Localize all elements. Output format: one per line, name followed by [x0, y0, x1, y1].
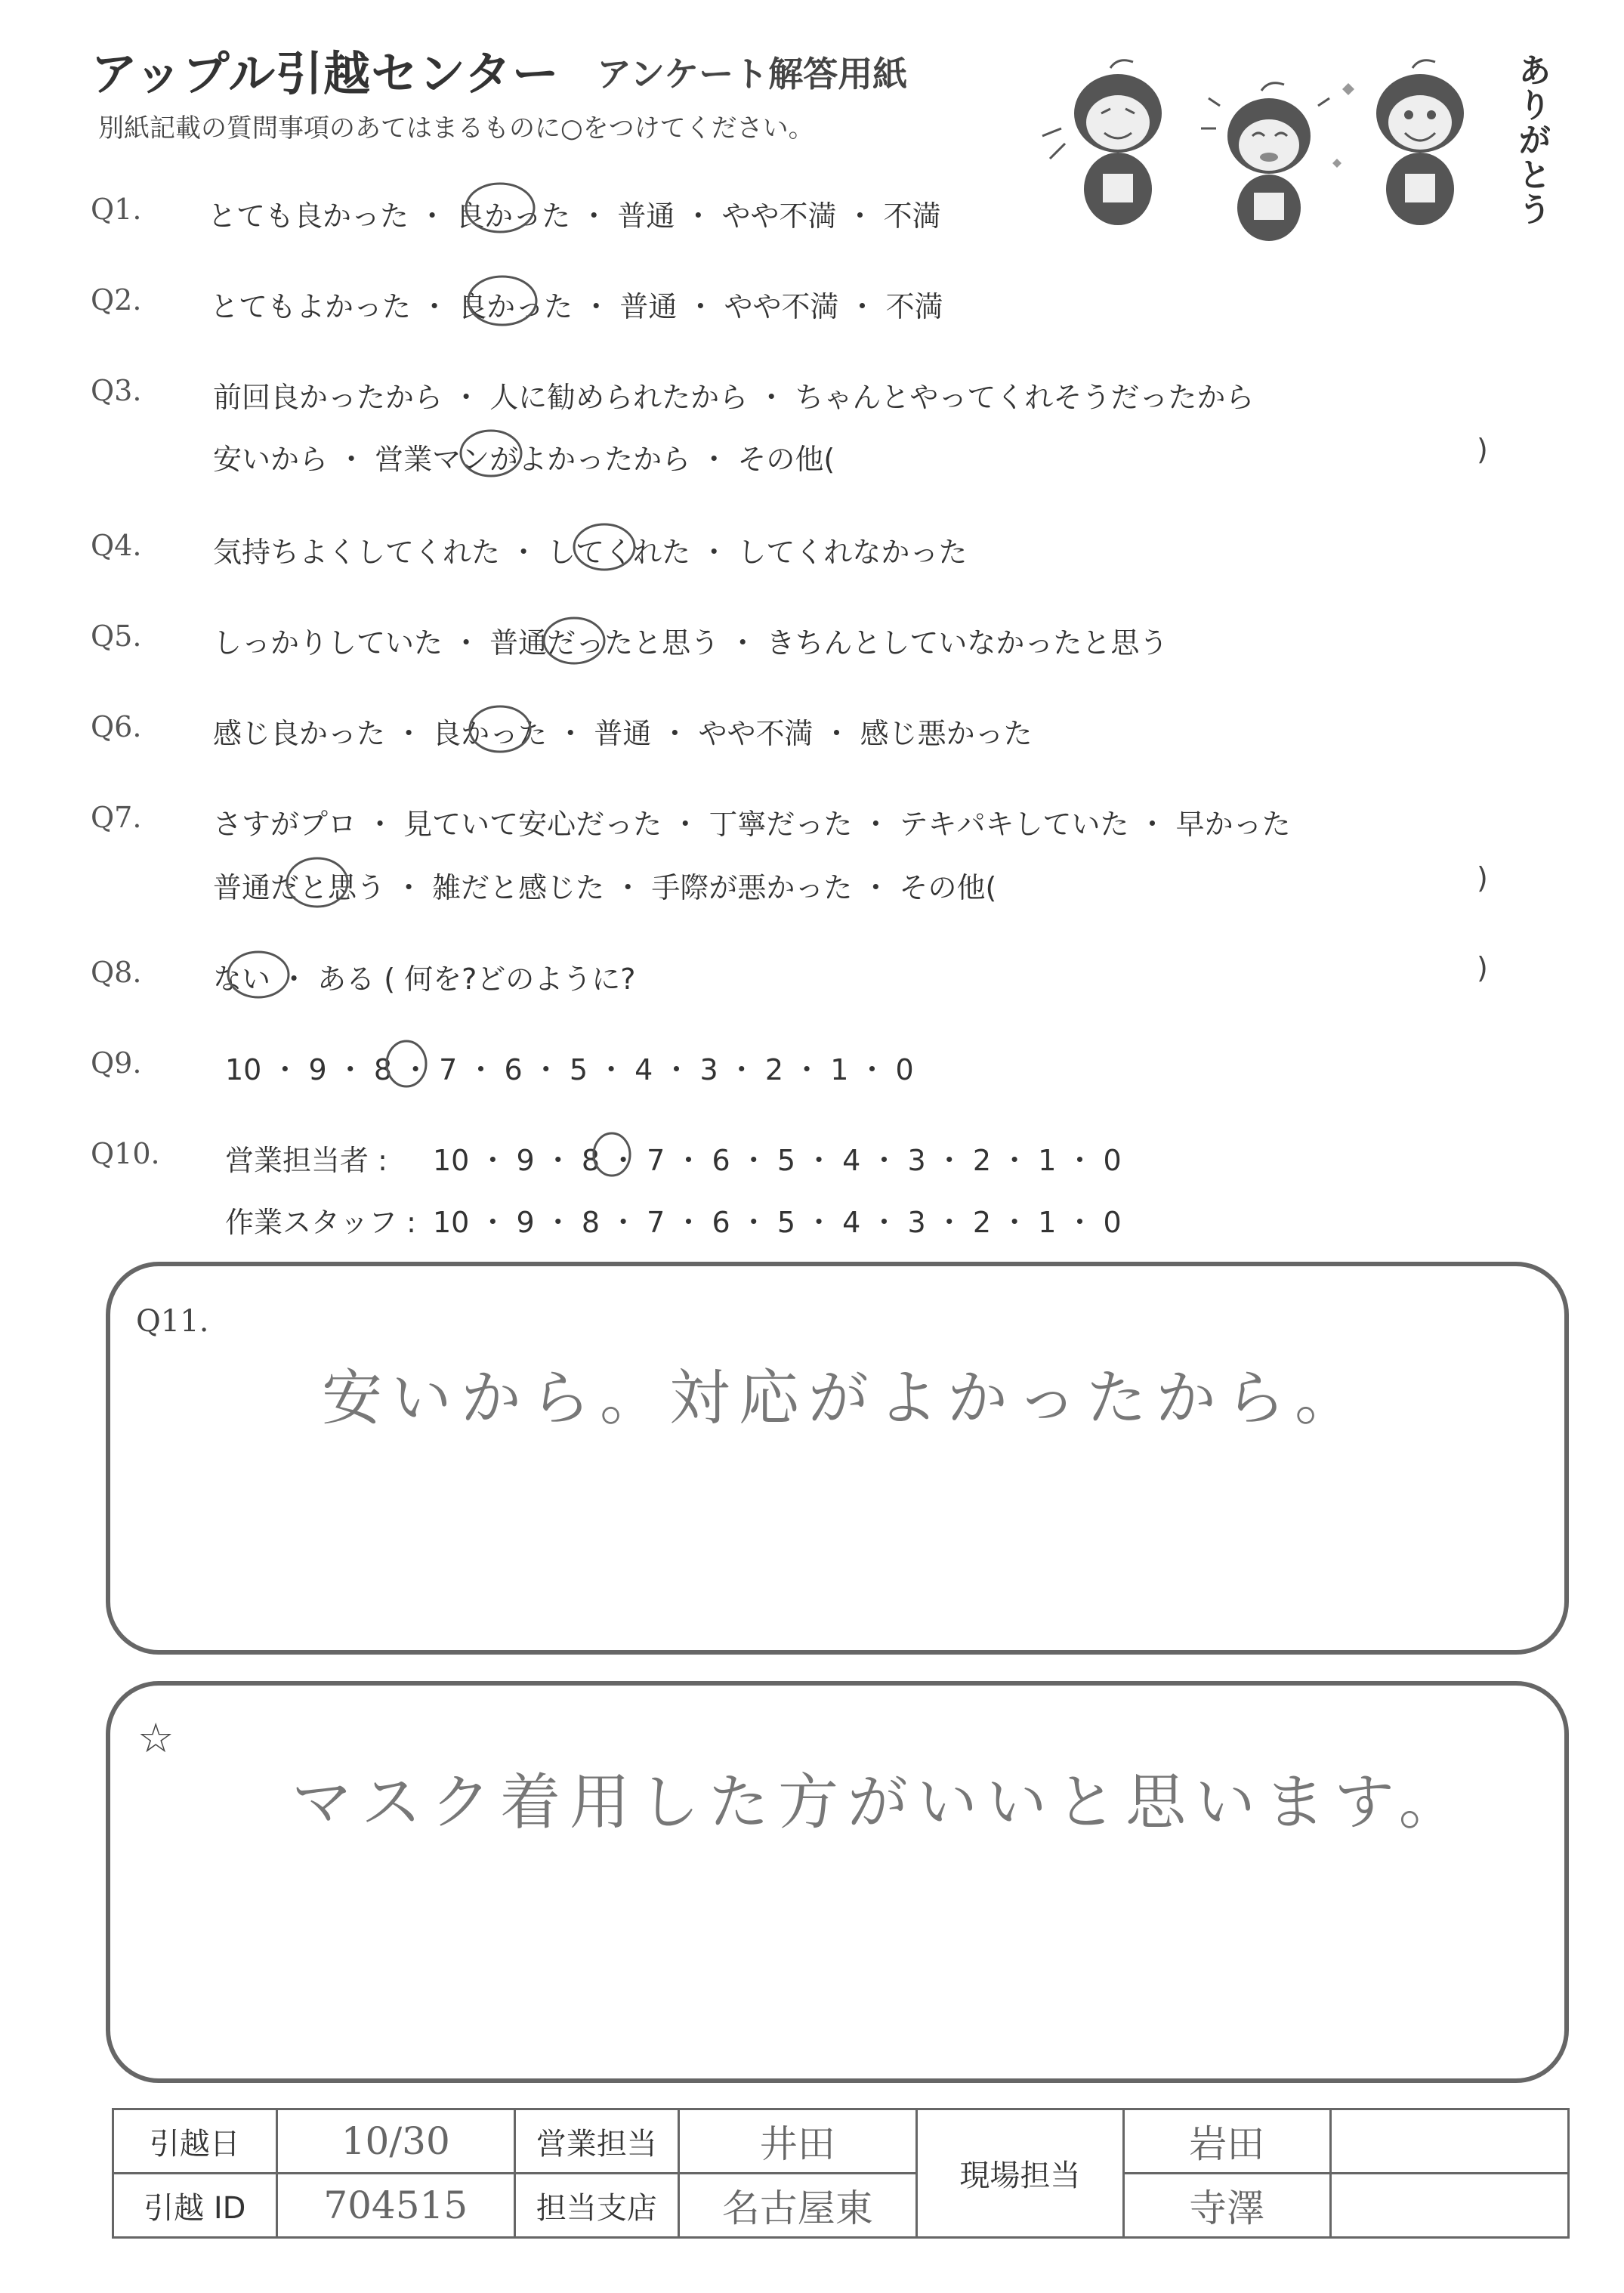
close-paren: ): [1477, 951, 1488, 984]
move-date-value: 10/30: [276, 2109, 514, 2174]
move-info-table: [112, 2108, 1570, 2239]
q11-answer-box[interactable]: [106, 1262, 1569, 1655]
answer-options: とてもよかった ・ 良かった ・ 普通 ・ やや不満 ・ 不満: [210, 290, 943, 323]
answer-options: 前回良かったから ・ 人に勧められたから ・ ちゃんとやってくれそうだったから: [213, 381, 1255, 414]
circle-mark-q2: [468, 277, 536, 325]
answer-options: ない ・ ある ( 何を?どのように?: [213, 963, 636, 996]
answer-options: しっかりしていた ・ 普通だったと思う ・ きちんとしていなかったと思う: [213, 626, 1169, 660]
page-title: アップル引越センター: [91, 46, 560, 101]
question-number: Q7.: [91, 801, 142, 834]
circle-mark-q6: [470, 706, 530, 752]
comment-handwritten-answer: マスク着用した方がいいと思います。: [292, 1767, 1468, 1837]
question-number: Q6.: [91, 710, 142, 743]
circle-mark-q4: [574, 524, 634, 570]
answer-options: とても良かった ・ 良かった ・ 普通 ・ やや不満 ・ 不満: [208, 199, 941, 233]
branch-label: 担当支店: [514, 2174, 678, 2238]
question-number: Q4.: [91, 529, 142, 562]
q11-label: Q11.: [136, 1304, 209, 1339]
page-subtitle: アンケート解答用紙: [597, 54, 908, 94]
thanks-text: ありがとう: [1512, 53, 1551, 227]
question-number: Q8.: [91, 956, 142, 989]
star-icon: ☆: [137, 1714, 174, 1762]
sales-rep-label-cell: 営業担当: [514, 2109, 678, 2174]
branch-value: 名古屋東: [678, 2174, 916, 2238]
close-paren: ): [1477, 861, 1488, 895]
q11-handwritten-answer: 安いから。対応がよかったから。: [322, 1363, 1364, 1433]
empty-cell: [1330, 2174, 1568, 2238]
site-staff-value-2: 寺澤: [1123, 2174, 1330, 2238]
sales-rep-value: 井田: [678, 2109, 916, 2174]
answer-options: さすがプロ ・ 見ていて安心だった ・ 丁寧だった ・ テキパキしていた ・ 早かった: [213, 808, 1291, 841]
close-paren: ): [1477, 433, 1488, 466]
sales-rep-label: 営業担当者 :: [225, 1144, 387, 1177]
answer-options: 感じ良かった ・ 良かった ・ 普通 ・ やや不満 ・ 感じ悪かった: [213, 717, 1033, 750]
circle-mark-q5: [544, 618, 604, 663]
question-number: Q3.: [91, 374, 142, 407]
circle-mark-q3: [461, 431, 521, 476]
empty-cell: [1330, 2109, 1568, 2174]
work-staff-scale: 10 ・ 9 ・ 8 ・ 7 ・ 6 ・ 5 ・ 4 ・ 3 ・ 2 ・ 1 ・ 0: [433, 1206, 1122, 1239]
work-staff-label: 作業スタッフ :: [225, 1206, 416, 1239]
comment-answer-box[interactable]: [106, 1681, 1569, 2083]
sales-rep-scale: 10 ・ 9 ・ 8 ・ 7 ・ 6 ・ 5 ・ 4 ・ 3 ・ 2 ・ 1 ・ 0: [433, 1144, 1122, 1177]
circle-mark-q9: [387, 1041, 426, 1086]
question-number: Q10.: [91, 1137, 160, 1170]
answer-options: 10 ・ 9 ・ 8 ・ 7 ・ 6 ・ 5 ・ 4 ・ 3 ・ 2 ・ 1 ・ 0: [225, 1053, 914, 1086]
move-id-label: 引越 ID: [113, 2174, 277, 2238]
circle-mark-q8: [228, 952, 289, 997]
question-number: Q1.: [91, 193, 142, 226]
site-staff-label: 現場担当: [916, 2109, 1123, 2238]
circle-mark-q10: [594, 1133, 630, 1176]
question-number: Q2.: [91, 283, 142, 317]
circle-mark-q1: [466, 184, 534, 232]
answer-options-line2: 安いから ・ 営業マンがよかったから ・ その他(: [213, 443, 835, 476]
instruction-text: 別紙記載の質問事項のあてはまるものに○をつけてください。: [98, 113, 814, 144]
answer-options-line2: 普通だと思う ・ 雑だと感じた ・ 手際が悪かった ・ その他(: [213, 871, 997, 904]
question-number: Q5.: [91, 620, 142, 653]
circle-mark-q7: [287, 858, 347, 907]
move-id-value: 704515: [276, 2174, 514, 2238]
answer-options: 気持ちよくしてくれた ・ してくれた ・ してくれなかった: [213, 536, 968, 569]
move-date-label: 引越日: [113, 2109, 277, 2174]
site-staff-value-1: 岩田: [1123, 2109, 1330, 2174]
question-number: Q9.: [91, 1046, 142, 1080]
